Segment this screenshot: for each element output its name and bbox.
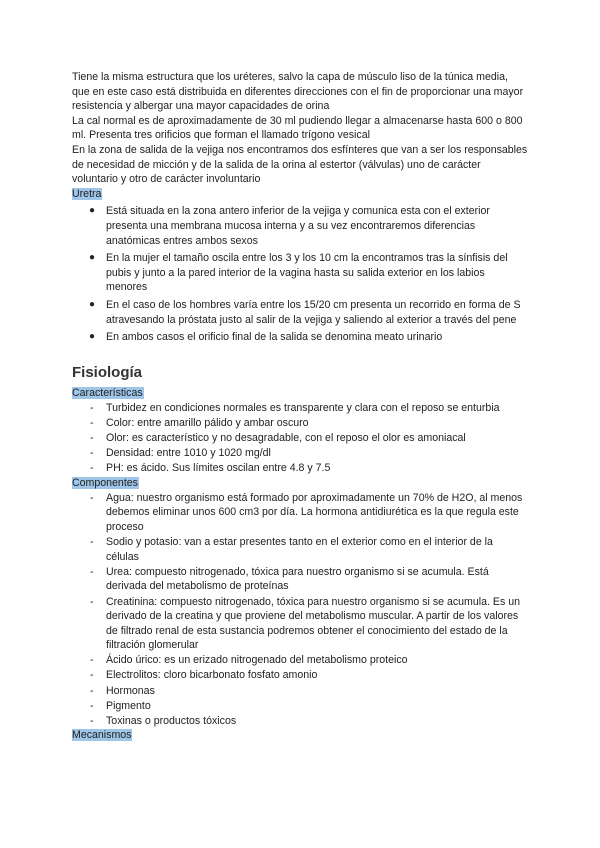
section-label-mecanismos — [72, 728, 528, 743]
list-item-text: Electrolitos: cloro bicarbonato fosfato amonio — [106, 669, 318, 682]
list-item — [72, 251, 528, 295]
list-item-text: Densidad: entre 1010 y 1020 mg/dl — [106, 447, 271, 460]
list-item — [72, 714, 528, 729]
list-item — [72, 653, 528, 668]
dash-marker: - — [90, 447, 94, 460]
list-item — [72, 668, 528, 683]
dash-marker: - — [90, 699, 94, 712]
caracteristicas-list — [72, 401, 528, 476]
list-item-text: Color: entre amarillo pálido y ambar oscuro — [106, 416, 309, 429]
highlighted-label: Características — [72, 386, 143, 399]
list-item — [72, 461, 528, 476]
section-label-uretra — [72, 187, 528, 202]
dash-marker: - — [90, 416, 94, 429]
list-item-text: Ácido úrico: es un erizado nitrogenado del metabolismo proteico — [106, 654, 408, 667]
bullet-marker: ● — [89, 331, 96, 343]
highlighted-label: Mecanismos — [72, 729, 132, 742]
dash-marker: - — [90, 431, 94, 444]
dash-marker: - — [90, 536, 94, 549]
dash-marker: - — [90, 654, 94, 667]
list-item — [72, 446, 528, 461]
list-item-text: Hormonas — [106, 684, 155, 697]
section-label-caracteristicas — [72, 386, 528, 401]
highlighted-label: Uretra — [72, 187, 102, 200]
list-item — [72, 204, 528, 248]
dash-marker: - — [90, 462, 94, 475]
list-item — [72, 565, 528, 594]
dash-marker: - — [90, 491, 94, 504]
list-item — [72, 491, 528, 535]
intro-paragraph: En la zona de salida de la vejiga nos encontramos dos esfínteres que van a ser los responsables de necesidad de micción y de la salida de la orina al estertor (válvulas) uno de carácter voluntario y otro de carácter involuntario — [72, 143, 528, 186]
list-item-text: En ambos casos el orificio final de la salida se denomina meato urinario — [106, 331, 443, 344]
list-item — [72, 535, 528, 564]
bullet-marker: ● — [89, 205, 96, 217]
document-page — [72, 70, 528, 743]
section-label-componentes — [72, 476, 528, 491]
list-item — [72, 595, 528, 653]
dash-marker: - — [90, 684, 94, 697]
bullet-marker: ● — [89, 298, 96, 310]
section-heading-fisiologia: Fisiología — [72, 363, 143, 381]
list-item-text: Urea: compuesto nitrogenado, tóxica para nuestro organismo si se acumula. Está derivada del metabolismo de proteínas — [106, 565, 489, 593]
list-item — [72, 684, 528, 699]
list-item-text: Sodio y potasio: van a estar presentes tanto en el exterior como en el interior de la células — [106, 536, 493, 563]
dash-marker: - — [90, 669, 94, 682]
list-item — [72, 431, 528, 446]
list-item — [72, 699, 528, 714]
dash-marker: - — [90, 565, 94, 578]
list-item-text: En la mujer el tamaño oscila entre los 3 y los 10 cm la encontramos tras la sínfisis del pubis y junto a la pared interior de la vagina hasta su salida exterior en los labios menores — [106, 252, 508, 294]
list-item-text: Olor: es característico y no desagradable, con el reposo el olor es amoniacal — [106, 431, 466, 444]
list-item-text: Creatinina: compuesto nitrogenado, tóxica para nuestro organismo si se acumula. Es un derivado de la creatina y que proviene del metabolismo muscular. A partir de los valores de filtrado renal de esta sustancia podremos obtener el conocimiento del estado de la filtración glomerular — [106, 595, 520, 652]
list-item — [72, 298, 528, 327]
list-item — [72, 401, 528, 416]
list-item-text: PH: es ácido. Sus límites oscilan entre 4.8 y 7.5 — [106, 462, 331, 475]
list-item-text: Pigmento — [106, 699, 151, 712]
list-item — [72, 330, 528, 345]
dash-marker: - — [90, 401, 94, 414]
uretra-list — [72, 204, 528, 344]
intro-paragraph: La cal normal es de aproximadamente de 30 ml pudiendo llegar a almacenarse hasta 600 o 800 ml. Presenta tres orificios que forman el llamado trígono vesical — [72, 114, 523, 142]
list-item-text: Turbidez en condiciones normales es transparente y clara con el reposo se enturbia — [106, 401, 500, 414]
componentes-list — [72, 491, 528, 729]
highlighted-label: Componentes — [72, 476, 138, 489]
bullet-marker: ● — [89, 252, 96, 264]
list-item-text: Está situada en la zona antero inferior de la vejiga y comunica esta con el exterior presenta una membrana mucosa interna y a su vez encontraremos diferencias anatómicas entres ambos sexos — [106, 205, 490, 247]
list-item-text: En el caso de los hombres varía entre los 15/20 cm presenta un recorrido en forma de S atravesando la próstata justo al salir de la vejiga y saliendo al exterior a través del pene — [106, 298, 521, 326]
intro-paragraph: Tiene la misma estructura que los uréteres, salvo la capa de músculo liso de la túnica media, que en este caso está distribuida en diferentes direcciones con el fin de proporcionar una mayor resistencia y albergar una mayor capacidades de orina — [72, 71, 524, 113]
list-item-text: Agua: nuestro organismo está formado por aproximadamente un 70% de H2O, al menos debemos eliminar unos 600 cm3 por día. La hormona antidiurética es la que regula este proceso — [106, 491, 523, 534]
dash-marker: - — [90, 595, 94, 608]
list-item — [72, 416, 528, 431]
list-item-text: Toxinas o productos tóxicos — [106, 714, 237, 727]
dash-marker: - — [90, 714, 94, 727]
